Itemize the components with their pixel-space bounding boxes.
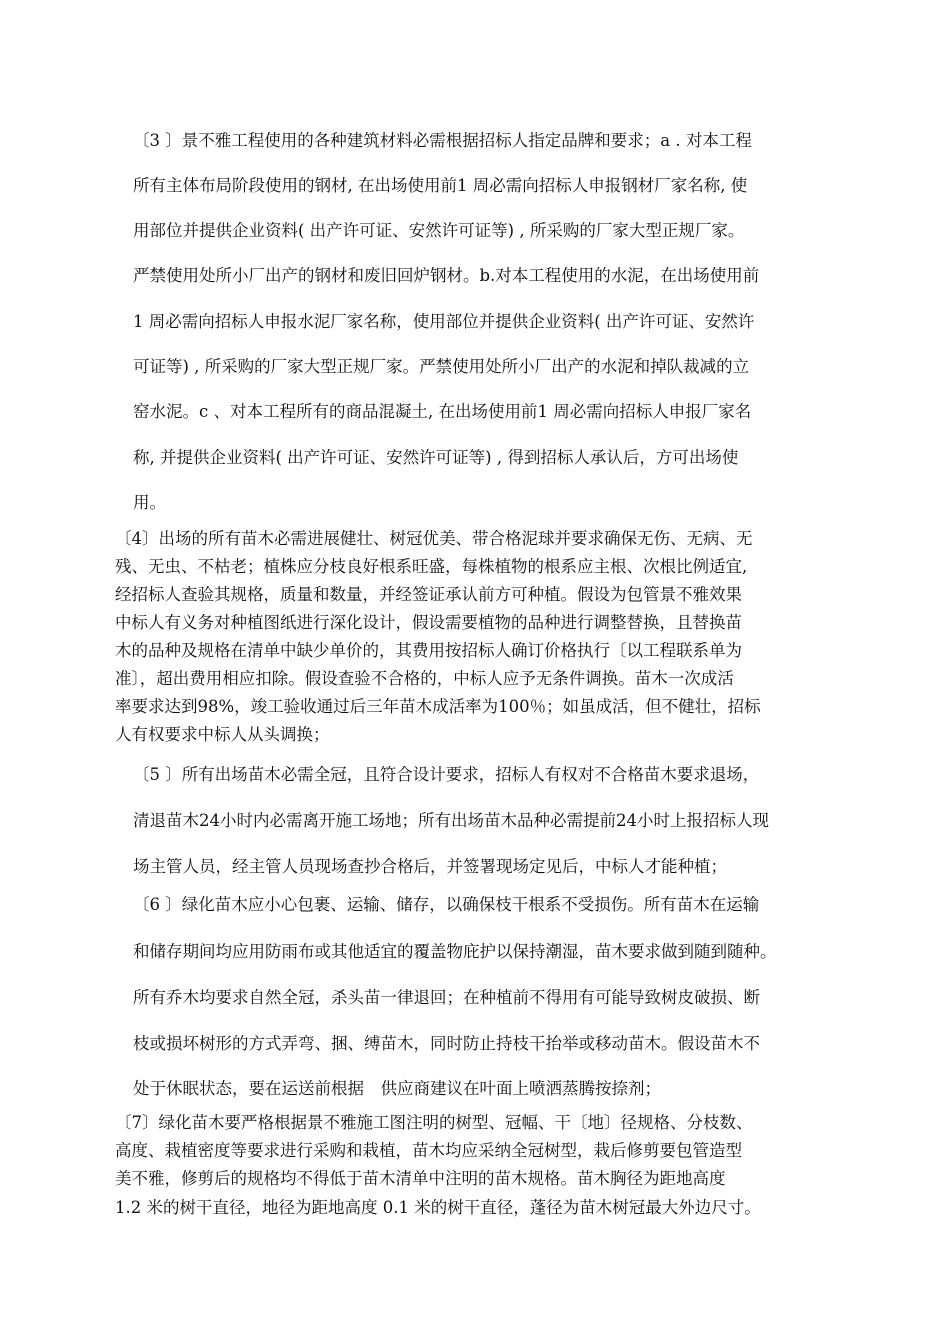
text-line: 用部位并提供企业资料( 出产许可证、安然许可证等) , 所采购的厂家大型正规厂家。 — [133, 221, 745, 240]
text-line: 用。 — [133, 493, 166, 512]
text-line: 准〕，超出费用相应扣除。假设查验不合格的，中标人应予无条件调换。苗木一次成活 — [115, 669, 734, 688]
text-line: 清退苗木24小时内必需离开施工场地；所有出场苗木品种必需提前24小时上报招标人现 — [133, 811, 769, 830]
text-line: 称, 并提供企业资料( 出产许可证、安然许可证等) , 得到招标人承认后，方可出场使 — [133, 448, 739, 467]
text-line: 窑水泥。c 、对本工程所有的商品混凝土, 在出场使用前1 周必需向招标人申报厂家名 — [133, 402, 752, 421]
text-line: 中标人有义务对种植图纸进行深化设计，假设需要植物的品种进行调整替换，且替换苗 — [115, 613, 742, 632]
text-line: 所有乔木均要求自然全冠，杀头苗一律退回；在种植前不得用有可能导致树皮破损、断 — [133, 988, 760, 1007]
text-line: 场主管人员，经主管人员现场查抄合格后，并签署现场定见后，中标人才能种植； — [133, 857, 727, 876]
text-line: 1.2 米的树干直径，地径为距地高度 0.1 米的树干直径，蓬径为苗木树冠最大外边尺寸。 — [115, 1198, 761, 1217]
text-line: 率要求达到98%，竣工验收通过后三年苗木成活率为100％；如虽成活，但不健壮，招标 — [115, 697, 761, 716]
text-line: 经招标人查验其规格，质量和数量，并经签证承认前方可种植。假设为包管景不雅效果 — [115, 585, 742, 604]
text-line: 和储存期间均应用防雨布或其他适宜的覆盖物庇护以保持潮湿，苗木要求做到随到随种。 — [133, 942, 777, 961]
text-line: 〔3 〕景不雅工程使用的各种建筑材料必需根据招标人指定品牌和要求；a . 对本工程 — [133, 131, 752, 150]
text-line: 〔7〕绿化苗木要严格根据景不雅施工图注明的树型、冠幅、干〔地〕径规格、分枝数、 — [115, 1113, 753, 1132]
text-line: 〔5 〕所有出场苗木必需全冠，且符合设计要求，招标人有权对不合格苗木要求退场， — [133, 765, 760, 784]
text-line: 人有权要求中标人从头调换； — [115, 725, 330, 744]
text-line: 1 周必需向招标人申报水泥厂家名称，使用部位并提供企业资料( 出产许可证、安然许 — [133, 312, 755, 331]
text-line: 木的品种及规格在清单中缺少单价的，其费用按招标人确订价格执行〔以工程联系单为 — [115, 641, 742, 660]
text-line: 所有主体布局阶段使用的钢材, 在出场使用前1 周必需向招标人申报钢材厂家名称, 使 — [133, 176, 748, 195]
text-line: 处于休眠状态，要在运送前根据 供应商建议在叶面上喷洒蒸腾按捺剂； — [133, 1079, 661, 1098]
text-line: 美不雅，修剪后的规格均不得低于苗木清单中注明的苗木规格。苗木胸径为距地高度 — [115, 1169, 726, 1188]
text-line: 残、无虫、不枯老；植株应分枝良好根系旺盛，每株植物的根系应主根、次根比例适宜, — [115, 557, 748, 576]
text-line: 〔6 〕绿化苗木应小心包裹、运输、储存，以确保枝干根系不受损伤。所有苗木在运输 — [133, 895, 760, 914]
text-line: 可证等) , 所采购的厂家大型正规厂家。严禁使用处所小厂出产的水泥和掉队裁减的立 — [133, 357, 750, 376]
text-line: 枝或损坏树形的方式弄弯、捆、缚苗木，同时防止持枝干抬举或移动苗木。假设苗木不 — [133, 1034, 760, 1053]
text-line: 高度、栽植密度等要求进行采购和栽植，苗木均应采纳全冠树型，栽后修剪要包管造型 — [115, 1141, 742, 1160]
text-line: 严禁使用处所小厂出产的钢材和废旧回炉钢材。b.对本工程使用的水泥，在出场使用前 — [133, 266, 760, 285]
text-line: 〔4〕出场的所有苗木必需进展健壮、树冠优美、带合格泥球并要求确保无伤、无病、无 — [115, 529, 753, 548]
